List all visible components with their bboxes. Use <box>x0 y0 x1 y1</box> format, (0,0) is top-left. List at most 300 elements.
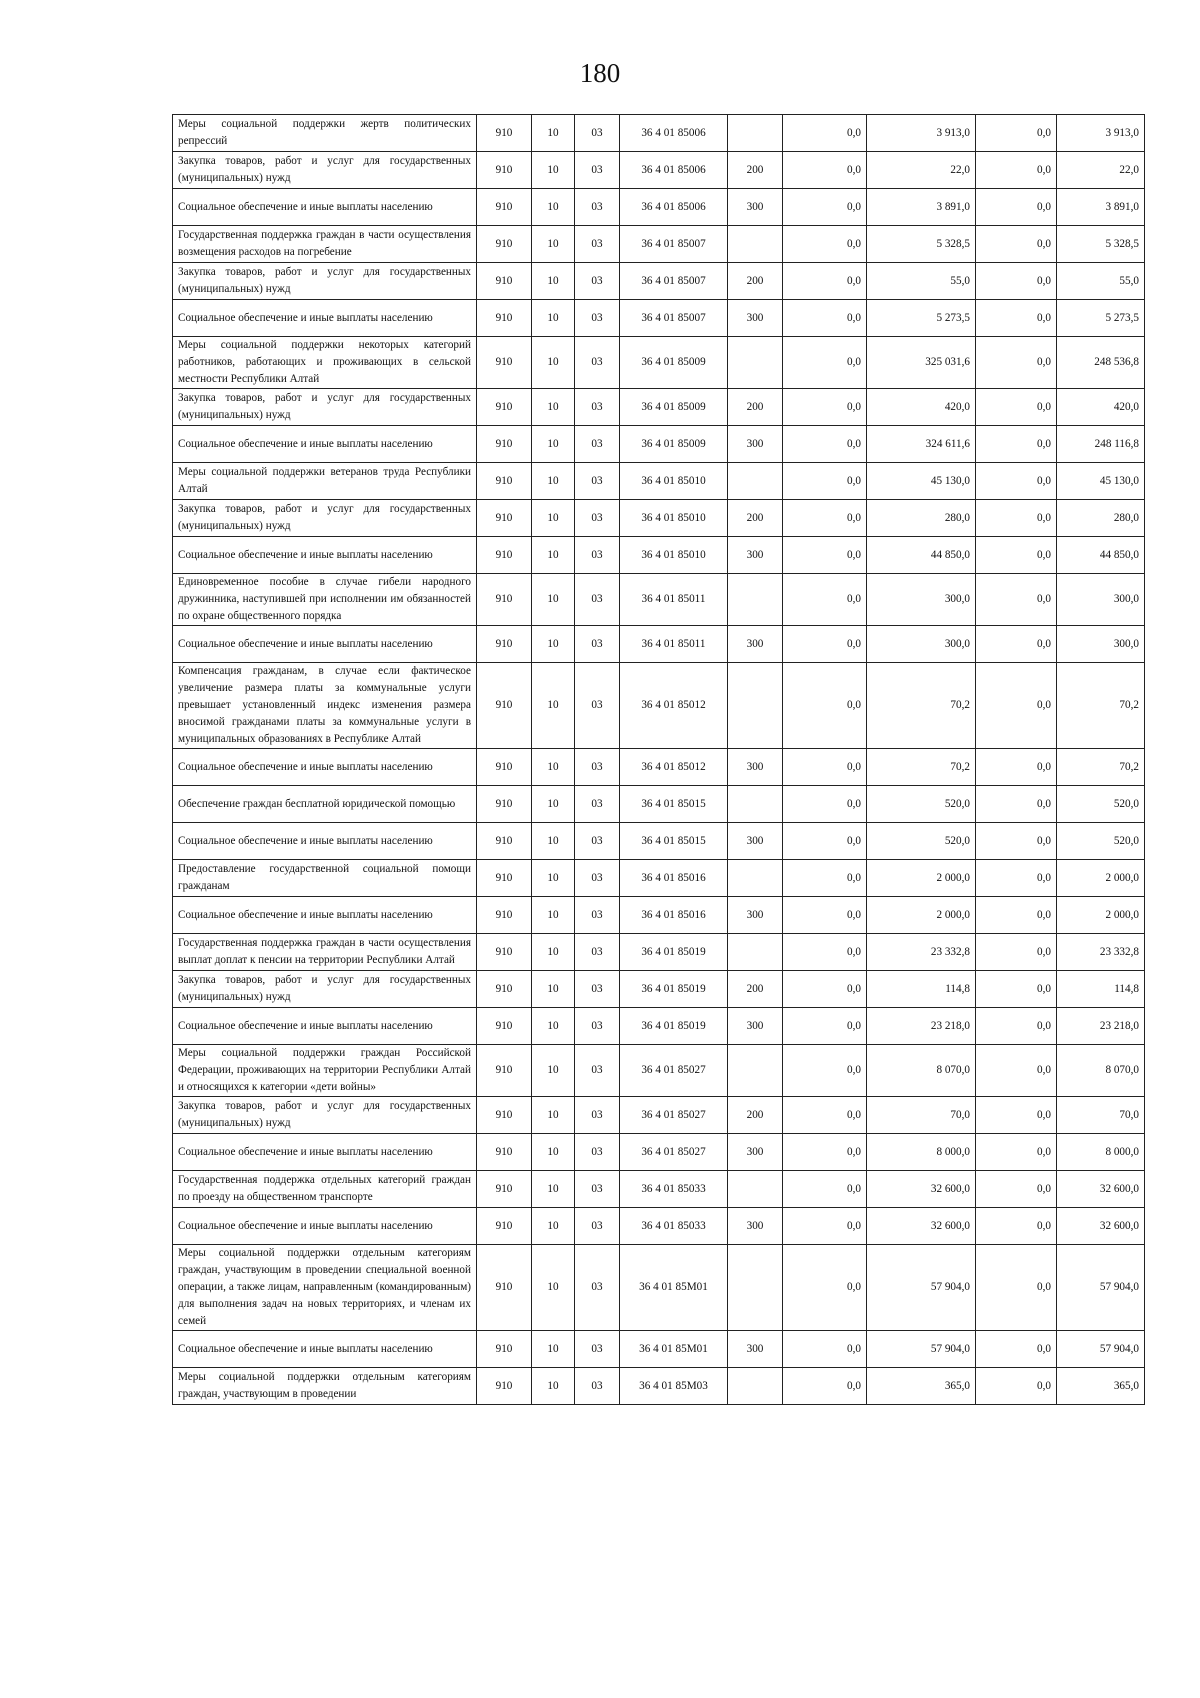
amount-cell-3: 0,0 <box>976 897 1057 934</box>
amount-cell-3: 0,0 <box>976 934 1057 971</box>
section-code-cell: 10 <box>532 152 575 189</box>
target-article-cell: 36 4 01 85007 <box>620 263 728 300</box>
subsection-code-cell: 03 <box>575 663 620 749</box>
expense-type-cell: 200 <box>728 500 783 537</box>
table-row <box>173 823 1145 860</box>
amount-cell-2: 3 891,0 <box>867 189 976 226</box>
row-name-cell: Единовременное пособие в случае гибели народного дружинника, наступившей при исполнении им обязанностей по охране общественного порядка <box>173 574 477 626</box>
row-name-cell: Компенсация гражданам, в случае если фактическое увеличение размера платы за коммунальные услуги превышает установленный индекс изменения размера вносимой гражданами платы за коммунальные услуги в муниципальных образованиях в Республике Алтай <box>173 663 477 749</box>
ministry-code-cell: 910 <box>477 263 532 300</box>
expense-type-cell <box>728 1045 783 1097</box>
amount-cell-1: 0,0 <box>783 1008 867 1045</box>
ministry-code-cell: 910 <box>477 226 532 263</box>
table-row <box>173 152 1145 189</box>
expense-type-cell: 300 <box>728 426 783 463</box>
section-code-cell: 10 <box>532 389 575 426</box>
amount-cell-2: 5 273,5 <box>867 300 976 337</box>
subsection-code-cell: 03 <box>575 823 620 860</box>
amount-cell-3: 0,0 <box>976 152 1057 189</box>
section-code-cell: 10 <box>532 1045 575 1097</box>
row-name-cell: Меры социальной поддержки ветеранов труда Республики Алтай <box>173 463 477 500</box>
expense-type-cell: 300 <box>728 626 783 663</box>
table-row <box>173 1245 1145 1331</box>
section-code-cell: 10 <box>532 426 575 463</box>
section-code-cell: 10 <box>532 860 575 897</box>
amount-cell-4: 420,0 <box>1057 389 1145 426</box>
amount-cell-2: 32 600,0 <box>867 1208 976 1245</box>
amount-cell-4: 70,0 <box>1057 1097 1145 1134</box>
subsection-code-cell: 03 <box>575 1171 620 1208</box>
amount-cell-4: 55,0 <box>1057 263 1145 300</box>
amount-cell-3: 0,0 <box>976 537 1057 574</box>
ministry-code-cell: 910 <box>477 1045 532 1097</box>
section-code-cell: 10 <box>532 786 575 823</box>
amount-cell-3: 0,0 <box>976 1171 1057 1208</box>
target-article-cell: 36 4 01 85015 <box>620 823 728 860</box>
amount-cell-2: 55,0 <box>867 263 976 300</box>
amount-cell-4: 2 000,0 <box>1057 860 1145 897</box>
table-row <box>173 574 1145 626</box>
amount-cell-3: 0,0 <box>976 115 1057 152</box>
amount-cell-2: 70,0 <box>867 1097 976 1134</box>
ministry-code-cell: 910 <box>477 860 532 897</box>
amount-cell-3: 0,0 <box>976 860 1057 897</box>
table-row <box>173 337 1145 389</box>
amount-cell-4: 2 000,0 <box>1057 897 1145 934</box>
ministry-code-cell: 910 <box>477 823 532 860</box>
amount-cell-3: 0,0 <box>976 500 1057 537</box>
subsection-code-cell: 03 <box>575 115 620 152</box>
expense-type-cell: 200 <box>728 389 783 426</box>
ministry-code-cell: 910 <box>477 1245 532 1331</box>
expense-type-cell <box>728 115 783 152</box>
amount-cell-1: 0,0 <box>783 1045 867 1097</box>
expense-type-cell: 200 <box>728 152 783 189</box>
subsection-code-cell: 03 <box>575 934 620 971</box>
table-row <box>173 263 1145 300</box>
row-name-cell: Государственная поддержка отдельных категорий граждан по проезду на общественном транспорте <box>173 1171 477 1208</box>
ministry-code-cell: 910 <box>477 786 532 823</box>
amount-cell-3: 0,0 <box>976 226 1057 263</box>
target-article-cell: 36 4 01 85015 <box>620 786 728 823</box>
target-article-cell: 36 4 01 85019 <box>620 1008 728 1045</box>
subsection-code-cell: 03 <box>575 897 620 934</box>
expense-type-cell <box>728 663 783 749</box>
section-code-cell: 10 <box>532 500 575 537</box>
subsection-code-cell: 03 <box>575 626 620 663</box>
ministry-code-cell: 910 <box>477 574 532 626</box>
subsection-code-cell: 03 <box>575 1134 620 1171</box>
amount-cell-1: 0,0 <box>783 426 867 463</box>
section-code-cell: 10 <box>532 897 575 934</box>
amount-cell-1: 0,0 <box>783 749 867 786</box>
target-article-cell: 36 4 01 85009 <box>620 389 728 426</box>
target-article-cell: 36 4 01 85033 <box>620 1208 728 1245</box>
section-code-cell: 10 <box>532 300 575 337</box>
target-article-cell: 36 4 01 85016 <box>620 897 728 934</box>
target-article-cell: 36 4 01 85019 <box>620 971 728 1008</box>
expense-type-cell: 200 <box>728 971 783 1008</box>
row-name-cell: Меры социальной поддержки некоторых категорий работников, работающих и проживающих в сельской местности Республики Алтай <box>173 337 477 389</box>
amount-cell-4: 248 536,8 <box>1057 337 1145 389</box>
ministry-code-cell: 910 <box>477 1208 532 1245</box>
amount-cell-3: 0,0 <box>976 749 1057 786</box>
table-row <box>173 934 1145 971</box>
row-name-cell: Закупка товаров, работ и услуг для государственных (муниципальных) нужд <box>173 389 477 426</box>
section-code-cell: 10 <box>532 463 575 500</box>
target-article-cell: 36 4 01 85010 <box>620 463 728 500</box>
amount-cell-2: 2 000,0 <box>867 860 976 897</box>
target-article-cell: 36 4 01 85006 <box>620 189 728 226</box>
amount-cell-4: 45 130,0 <box>1057 463 1145 500</box>
amount-cell-3: 0,0 <box>976 1097 1057 1134</box>
target-article-cell: 36 4 01 85027 <box>620 1134 728 1171</box>
amount-cell-1: 0,0 <box>783 226 867 263</box>
section-code-cell: 10 <box>532 971 575 1008</box>
expense-type-cell: 300 <box>728 189 783 226</box>
ministry-code-cell: 910 <box>477 300 532 337</box>
section-code-cell: 10 <box>532 1368 575 1405</box>
subsection-code-cell: 03 <box>575 1045 620 1097</box>
ministry-code-cell: 910 <box>477 934 532 971</box>
ministry-code-cell: 910 <box>477 463 532 500</box>
amount-cell-4: 114,8 <box>1057 971 1145 1008</box>
expense-type-cell <box>728 337 783 389</box>
amount-cell-4: 3 913,0 <box>1057 115 1145 152</box>
amount-cell-1: 0,0 <box>783 626 867 663</box>
amount-cell-2: 57 904,0 <box>867 1331 976 1368</box>
row-name-cell: Социальное обеспечение и иные выплаты населению <box>173 749 477 786</box>
expense-type-cell: 300 <box>728 537 783 574</box>
amount-cell-4: 5 273,5 <box>1057 300 1145 337</box>
target-article-cell: 36 4 01 85011 <box>620 574 728 626</box>
target-article-cell: 36 4 01 85006 <box>620 115 728 152</box>
subsection-code-cell: 03 <box>575 426 620 463</box>
amount-cell-1: 0,0 <box>783 823 867 860</box>
target-article-cell: 36 4 01 85033 <box>620 1171 728 1208</box>
expense-type-cell: 300 <box>728 300 783 337</box>
amount-cell-3: 0,0 <box>976 786 1057 823</box>
row-name-cell: Социальное обеспечение и иные выплаты населению <box>173 1008 477 1045</box>
subsection-code-cell: 03 <box>575 337 620 389</box>
section-code-cell: 10 <box>532 574 575 626</box>
section-code-cell: 10 <box>532 663 575 749</box>
amount-cell-3: 0,0 <box>976 463 1057 500</box>
section-code-cell: 10 <box>532 1134 575 1171</box>
amount-cell-1: 0,0 <box>783 1134 867 1171</box>
amount-cell-4: 23 218,0 <box>1057 1008 1145 1045</box>
table-row <box>173 426 1145 463</box>
amount-cell-1: 0,0 <box>783 934 867 971</box>
section-code-cell: 10 <box>532 1331 575 1368</box>
row-name-cell: Закупка товаров, работ и услуг для государственных (муниципальных) нужд <box>173 152 477 189</box>
amount-cell-3: 0,0 <box>976 1368 1057 1405</box>
amount-cell-1: 0,0 <box>783 1097 867 1134</box>
amount-cell-1: 0,0 <box>783 300 867 337</box>
subsection-code-cell: 03 <box>575 263 620 300</box>
expense-type-cell <box>728 1368 783 1405</box>
amount-cell-2: 300,0 <box>867 626 976 663</box>
table-row <box>173 537 1145 574</box>
amount-cell-3: 0,0 <box>976 823 1057 860</box>
ministry-code-cell: 910 <box>477 537 532 574</box>
amount-cell-4: 520,0 <box>1057 786 1145 823</box>
amount-cell-4: 248 116,8 <box>1057 426 1145 463</box>
row-name-cell: Социальное обеспечение и иные выплаты населению <box>173 1208 477 1245</box>
target-article-cell: 36 4 01 85007 <box>620 300 728 337</box>
target-article-cell: 36 4 01 85011 <box>620 626 728 663</box>
section-code-cell: 10 <box>532 337 575 389</box>
amount-cell-3: 0,0 <box>976 263 1057 300</box>
table-row <box>173 749 1145 786</box>
amount-cell-3: 0,0 <box>976 337 1057 389</box>
table-row <box>173 1097 1145 1134</box>
expense-type-cell: 300 <box>728 897 783 934</box>
amount-cell-4: 70,2 <box>1057 749 1145 786</box>
ministry-code-cell: 910 <box>477 1097 532 1134</box>
amount-cell-1: 0,0 <box>783 337 867 389</box>
section-code-cell: 10 <box>532 1008 575 1045</box>
subsection-code-cell: 03 <box>575 226 620 263</box>
target-article-cell: 36 4 01 85012 <box>620 663 728 749</box>
amount-cell-2: 520,0 <box>867 823 976 860</box>
amount-cell-4: 23 332,8 <box>1057 934 1145 971</box>
subsection-code-cell: 03 <box>575 574 620 626</box>
amount-cell-2: 8 000,0 <box>867 1134 976 1171</box>
amount-cell-4: 22,0 <box>1057 152 1145 189</box>
amount-cell-3: 0,0 <box>976 663 1057 749</box>
amount-cell-4: 8 070,0 <box>1057 1045 1145 1097</box>
amount-cell-3: 0,0 <box>976 1134 1057 1171</box>
subsection-code-cell: 03 <box>575 749 620 786</box>
amount-cell-2: 22,0 <box>867 152 976 189</box>
row-name-cell: Социальное обеспечение и иные выплаты населению <box>173 1331 477 1368</box>
amount-cell-2: 70,2 <box>867 663 976 749</box>
amount-cell-4: 8 000,0 <box>1057 1134 1145 1171</box>
ministry-code-cell: 910 <box>477 663 532 749</box>
ministry-code-cell: 910 <box>477 500 532 537</box>
amount-cell-4: 44 850,0 <box>1057 537 1145 574</box>
amount-cell-2: 32 600,0 <box>867 1171 976 1208</box>
section-code-cell: 10 <box>532 626 575 663</box>
amount-cell-3: 0,0 <box>976 300 1057 337</box>
expense-type-cell: 200 <box>728 263 783 300</box>
section-code-cell: 10 <box>532 263 575 300</box>
target-article-cell: 36 4 01 85010 <box>620 500 728 537</box>
table-row <box>173 897 1145 934</box>
row-name-cell: Меры социальной поддержки граждан Российской Федерации, проживающих на территории Республики Алтай и относящихся к категории «дети войны» <box>173 1045 477 1097</box>
row-name-cell: Социальное обеспечение и иные выплаты населению <box>173 823 477 860</box>
table-row <box>173 786 1145 823</box>
table-row <box>173 1008 1145 1045</box>
amount-cell-2: 3 913,0 <box>867 115 976 152</box>
ministry-code-cell: 910 <box>477 426 532 463</box>
row-name-cell: Социальное обеспечение и иные выплаты населению <box>173 426 477 463</box>
table-row <box>173 226 1145 263</box>
subsection-code-cell: 03 <box>575 786 620 823</box>
target-article-cell: 36 4 01 85М01 <box>620 1331 728 1368</box>
table-row <box>173 1045 1145 1097</box>
budget-table <box>172 114 1145 1405</box>
row-name-cell: Социальное обеспечение и иные выплаты населению <box>173 537 477 574</box>
ministry-code-cell: 910 <box>477 1134 532 1171</box>
subsection-code-cell: 03 <box>575 463 620 500</box>
expense-type-cell: 200 <box>728 1097 783 1134</box>
section-code-cell: 10 <box>532 1097 575 1134</box>
ministry-code-cell: 910 <box>477 626 532 663</box>
amount-cell-3: 0,0 <box>976 389 1057 426</box>
expense-type-cell: 300 <box>728 749 783 786</box>
amount-cell-2: 70,2 <box>867 749 976 786</box>
target-article-cell: 36 4 01 85009 <box>620 426 728 463</box>
amount-cell-2: 324 611,6 <box>867 426 976 463</box>
row-name-cell: Закупка товаров, работ и услуг для государственных (муниципальных) нужд <box>173 1097 477 1134</box>
table-row <box>173 189 1145 226</box>
expense-type-cell <box>728 786 783 823</box>
amount-cell-3: 0,0 <box>976 1045 1057 1097</box>
amount-cell-1: 0,0 <box>783 189 867 226</box>
amount-cell-2: 420,0 <box>867 389 976 426</box>
expense-type-cell <box>728 226 783 263</box>
subsection-code-cell: 03 <box>575 1331 620 1368</box>
amount-cell-3: 0,0 <box>976 626 1057 663</box>
row-name-cell: Меры социальной поддержки жертв политических репрессий <box>173 115 477 152</box>
row-name-cell: Социальное обеспечение и иные выплаты населению <box>173 189 477 226</box>
amount-cell-4: 300,0 <box>1057 574 1145 626</box>
expense-type-cell: 300 <box>728 1331 783 1368</box>
amount-cell-2: 45 130,0 <box>867 463 976 500</box>
row-name-cell: Закупка товаров, работ и услуг для государственных (муниципальных) нужд <box>173 971 477 1008</box>
row-name-cell: Социальное обеспечение и иные выплаты населению <box>173 626 477 663</box>
amount-cell-1: 0,0 <box>783 1208 867 1245</box>
amount-cell-3: 0,0 <box>976 426 1057 463</box>
target-article-cell: 36 4 01 85007 <box>620 226 728 263</box>
ministry-code-cell: 910 <box>477 337 532 389</box>
ministry-code-cell: 910 <box>477 1368 532 1405</box>
amount-cell-4: 57 904,0 <box>1057 1245 1145 1331</box>
table-row <box>173 1208 1145 1245</box>
row-name-cell: Закупка товаров, работ и услуг для государственных (муниципальных) нужд <box>173 263 477 300</box>
expense-type-cell <box>728 934 783 971</box>
table-row <box>173 626 1145 663</box>
amount-cell-2: 520,0 <box>867 786 976 823</box>
subsection-code-cell: 03 <box>575 860 620 897</box>
subsection-code-cell: 03 <box>575 1097 620 1134</box>
amount-cell-2: 8 070,0 <box>867 1045 976 1097</box>
amount-cell-2: 44 850,0 <box>867 537 976 574</box>
table-row <box>173 860 1145 897</box>
target-article-cell: 36 4 01 85027 <box>620 1097 728 1134</box>
target-article-cell: 36 4 01 85009 <box>620 337 728 389</box>
ministry-code-cell: 910 <box>477 189 532 226</box>
row-name-cell: Меры социальной поддержки отдельным категориям граждан, участвующим в проведении специальной военной операции, а также лицам, направленным (командированным) для выполнения задач на новых территориях, и членам их семей <box>173 1245 477 1331</box>
amount-cell-1: 0,0 <box>783 1245 867 1331</box>
amount-cell-1: 0,0 <box>783 537 867 574</box>
ministry-code-cell: 910 <box>477 115 532 152</box>
subsection-code-cell: 03 <box>575 152 620 189</box>
target-article-cell: 36 4 01 85016 <box>620 860 728 897</box>
ministry-code-cell: 910 <box>477 1331 532 1368</box>
amount-cell-1: 0,0 <box>783 1368 867 1405</box>
amount-cell-1: 0,0 <box>783 115 867 152</box>
amount-cell-1: 0,0 <box>783 1331 867 1368</box>
amount-cell-2: 23 332,8 <box>867 934 976 971</box>
subsection-code-cell: 03 <box>575 537 620 574</box>
amount-cell-4: 32 600,0 <box>1057 1208 1145 1245</box>
section-code-cell: 10 <box>532 537 575 574</box>
subsection-code-cell: 03 <box>575 189 620 226</box>
target-article-cell: 36 4 01 85М03 <box>620 1368 728 1405</box>
amount-cell-1: 0,0 <box>783 971 867 1008</box>
subsection-code-cell: 03 <box>575 971 620 1008</box>
ministry-code-cell: 910 <box>477 1171 532 1208</box>
amount-cell-4: 365,0 <box>1057 1368 1145 1405</box>
row-name-cell: Государственная поддержка граждан в части осуществления выплат доплат к пенсии на территории Республики Алтай <box>173 934 477 971</box>
amount-cell-3: 0,0 <box>976 1245 1057 1331</box>
subsection-code-cell: 03 <box>575 1368 620 1405</box>
table-row <box>173 300 1145 337</box>
expense-type-cell: 300 <box>728 823 783 860</box>
expense-type-cell: 300 <box>728 1008 783 1045</box>
row-name-cell: Социальное обеспечение и иные выплаты населению <box>173 897 477 934</box>
amount-cell-3: 0,0 <box>976 574 1057 626</box>
amount-cell-2: 280,0 <box>867 500 976 537</box>
amount-cell-2: 5 328,5 <box>867 226 976 263</box>
section-code-cell: 10 <box>532 1208 575 1245</box>
amount-cell-1: 0,0 <box>783 500 867 537</box>
target-article-cell: 36 4 01 85019 <box>620 934 728 971</box>
amount-cell-3: 0,0 <box>976 1331 1057 1368</box>
expense-type-cell: 300 <box>728 1208 783 1245</box>
amount-cell-1: 0,0 <box>783 463 867 500</box>
amount-cell-2: 114,8 <box>867 971 976 1008</box>
amount-cell-1: 0,0 <box>783 897 867 934</box>
subsection-code-cell: 03 <box>575 389 620 426</box>
amount-cell-4: 57 904,0 <box>1057 1331 1145 1368</box>
subsection-code-cell: 03 <box>575 500 620 537</box>
amount-cell-1: 0,0 <box>783 152 867 189</box>
amount-cell-1: 0,0 <box>783 574 867 626</box>
ministry-code-cell: 910 <box>477 389 532 426</box>
section-code-cell: 10 <box>532 934 575 971</box>
section-code-cell: 10 <box>532 749 575 786</box>
subsection-code-cell: 03 <box>575 300 620 337</box>
budget-table-body <box>173 115 1145 1405</box>
expense-type-cell <box>728 463 783 500</box>
table-row <box>173 1368 1145 1405</box>
ministry-code-cell: 910 <box>477 152 532 189</box>
amount-cell-3: 0,0 <box>976 971 1057 1008</box>
expense-type-cell <box>728 574 783 626</box>
page-number: 180 <box>579 58 621 88</box>
row-name-cell: Государственная поддержка граждан в части осуществления возмещения расходов на погребение <box>173 226 477 263</box>
amount-cell-1: 0,0 <box>783 663 867 749</box>
row-name-cell: Закупка товаров, работ и услуг для государственных (муниципальных) нужд <box>173 500 477 537</box>
ministry-code-cell: 910 <box>477 1008 532 1045</box>
amount-cell-1: 0,0 <box>783 263 867 300</box>
amount-cell-2: 325 031,6 <box>867 337 976 389</box>
section-code-cell: 10 <box>532 226 575 263</box>
table-row <box>173 463 1145 500</box>
table-row <box>173 115 1145 152</box>
row-name-cell: Социальное обеспечение и иные выплаты населению <box>173 1134 477 1171</box>
amount-cell-4: 5 328,5 <box>1057 226 1145 263</box>
table-row <box>173 663 1145 749</box>
amount-cell-4: 3 891,0 <box>1057 189 1145 226</box>
target-article-cell: 36 4 01 85010 <box>620 537 728 574</box>
subsection-code-cell: 03 <box>575 1245 620 1331</box>
table-row <box>173 389 1145 426</box>
